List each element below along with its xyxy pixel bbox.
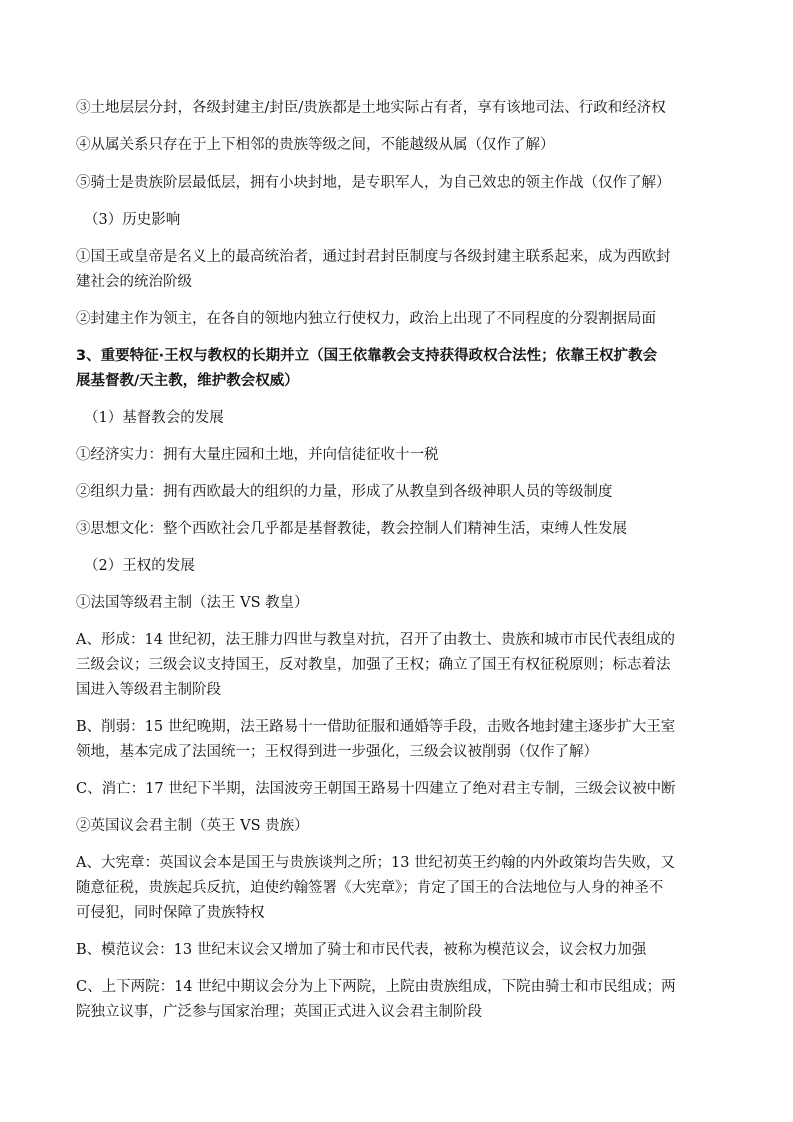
paragraph-line: ②组织力量：拥有西欧最大的组织的力量，形成了从教皇到各级神职人员的等级制度 [76,484,613,500]
paragraph-line: 院独立议事，广泛参与国家治理；英国正式进入议会君主制阶段 [76,1004,482,1020]
paragraph-line: C、上下两院：14 世纪中期议会分为上下两院，上院由贵族组成，下院由骑士和市民组成；两 [76,979,676,995]
paragraph-line: 可侵犯，同时保障了贵族特权 [76,905,265,921]
paragraph-line: ④从属关系只存在于上下相邻的贵族等级之间，不能越级从属（仅作了解） [76,137,555,153]
paragraph-line: ①国王或皇帝是名义上的最高统治者，通过封君封臣制度与各级封建主联系起来，成为西欧封 [76,249,671,265]
paragraph-line: ①经济实力：拥有大量庄园和土地，并向信徒征收十一税 [76,447,439,463]
paragraph-line: 三级会议；三级会议支持国王，反对教皇，加强了王权；确立了国王有权征税原则；标志着法 [76,657,671,673]
paragraph-line: C、消亡：17 世纪下半期，法国波旁王朝国王路易十四建立了绝对君主专制，三级会议被中断 [76,781,676,797]
paragraph-line: A、大宪章：英国议会本是国王与贵族谈判之所；13 世纪初英王约翰的内外政策均告失败，又 [76,855,676,871]
subsection-heading: ①法国等级君主制（法王 VS 教皇） [76,595,309,611]
section-heading: （2）王权的发展 [84,558,195,574]
paragraph-line: ③思想文化：整个西欧社会几乎都是基督教徒，教会控制人们精神生活，束缚人性发展 [76,521,627,537]
paragraph-line: A、形成：14 世纪初，法王腓力四世与教皇对抗，召开了由教士、贵族和城市市民代表组成的 [76,632,676,648]
paragraph-line: 随意征税，贵族起兵反抗，迫使约翰签署《大宪章》；肯定了国王的合法地位与人身的神圣不 [76,880,664,896]
paragraph-line: ⑤骑士是贵族阶层最低层，拥有小块封地，是专职军人，为自己效忠的领主作战（仅作了解） [76,175,671,191]
subsection-heading: ②英国议会君主制（英王 VS 贵族） [76,818,309,834]
section-heading: （1）基督教会的发展 [84,410,224,426]
paragraph-line: 国进入等级君主制阶段 [76,682,221,698]
section-heading: （3）历史影响 [84,212,181,228]
paragraph-line: B、模范议会：13 世纪末议会又增加了骑士和市民代表，被称为模范议会，议会权力加强 [76,942,647,958]
paragraph-line: 领地，基本完成了法国统一；王权得到进一步强化，三级会议被削弱（仅作了解） [76,744,598,760]
paragraph-line: ③土地层层分封，各级封建主/封臣/贵族都是土地实际占有者，享有该地司法、行政和经济权 [76,100,666,116]
paragraph-line: ②封建主作为领主，在各自的领地内独立行使权力，政治上出现了不同程度的分裂割据局面 [76,311,656,327]
paragraph-line: 建社会的统治阶级 [76,274,192,290]
major-heading: 展基督教/天主教，维护教会权威） [76,373,299,389]
major-heading: 3、重要特征·王权与教权的长期并立（国王依靠教会支持获得政权合法性；依靠王权扩教会 [76,348,658,364]
paragraph-line: B、削弱：15 世纪晚期，法王路易十一借助征服和通婚等手段，击败各地封建主逐步扩大王室 [76,719,676,735]
